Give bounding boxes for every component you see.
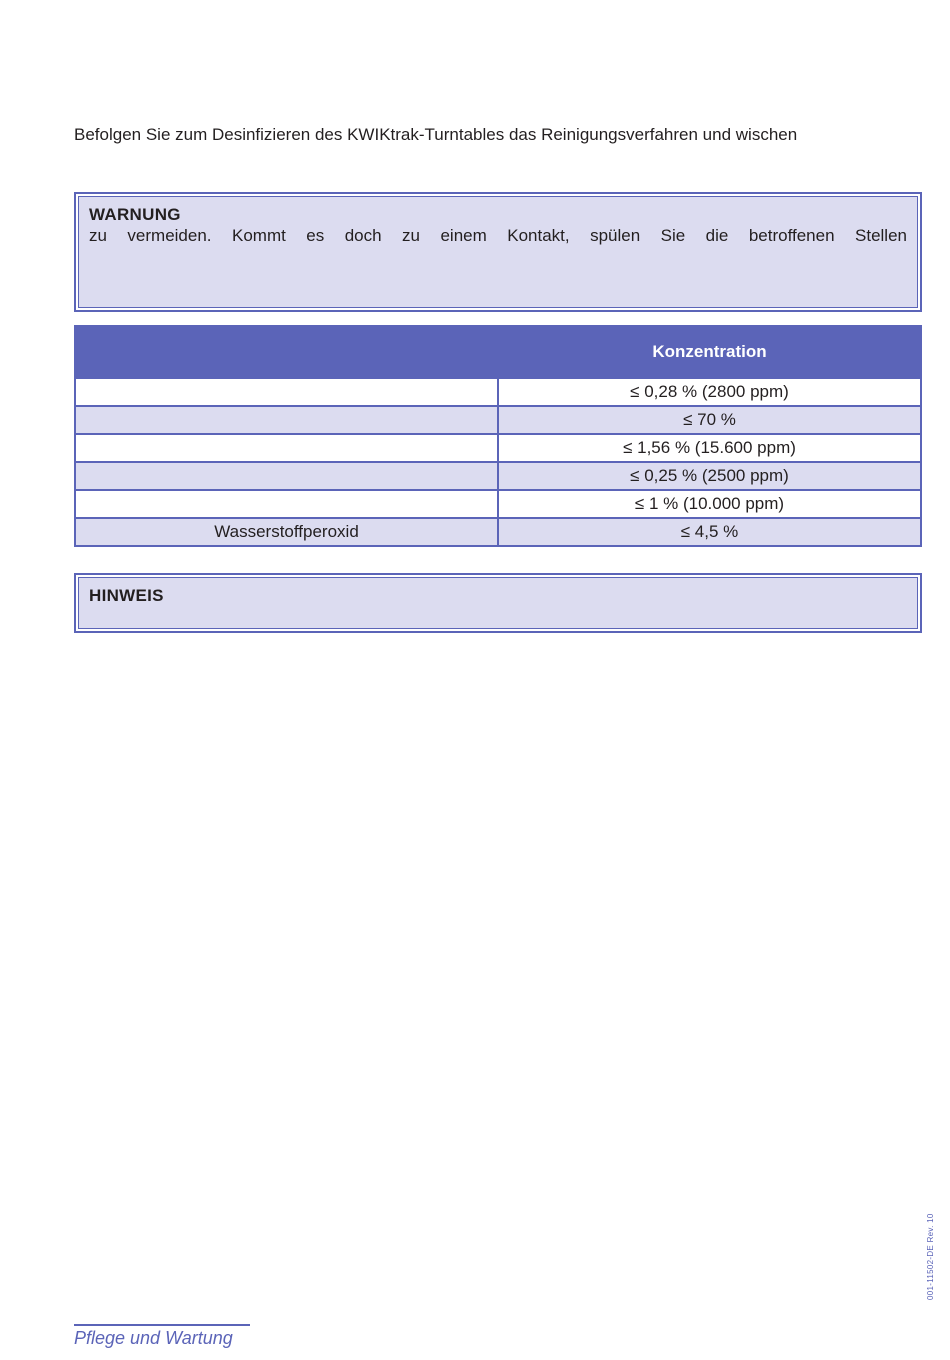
substance-cell bbox=[75, 378, 498, 406]
table-row bbox=[75, 518, 921, 546]
table-row bbox=[75, 378, 921, 406]
note-title: HINWEIS bbox=[89, 586, 164, 605]
table-header-row bbox=[75, 326, 921, 378]
concentration-cell: ≤ 1 % (10.000 ppm) bbox=[498, 490, 921, 518]
table-row bbox=[75, 434, 921, 462]
substance-cell bbox=[75, 462, 498, 490]
footer-section-title: Pflege und Wartung bbox=[74, 1328, 233, 1348]
table-row bbox=[75, 406, 921, 434]
footer-rule bbox=[74, 1324, 250, 1326]
table-header-substance bbox=[75, 326, 498, 378]
disinfectant-table-wrapper bbox=[74, 325, 922, 547]
table-row bbox=[75, 490, 921, 518]
concentration-cell: ≤ 1,56 % (15.600 ppm) bbox=[498, 434, 921, 462]
warning-box-inner bbox=[78, 196, 918, 308]
concentration-cell: ≤ 4,5 % bbox=[498, 518, 921, 546]
warning-text: zu vermeiden. Kommt es doch zu einem Kontakt, spülen Sie die betroffenen Stellen bbox=[89, 226, 907, 245]
concentration-cell: ≤ 0,25 % (2500 ppm) bbox=[498, 462, 921, 490]
substance-cell bbox=[75, 406, 498, 434]
note-box bbox=[74, 573, 922, 633]
table-row bbox=[75, 462, 921, 490]
warning-title: WARNUNG bbox=[89, 205, 181, 224]
disinfectant-table bbox=[74, 325, 922, 547]
substance-cell bbox=[75, 434, 498, 462]
substance-cell bbox=[75, 490, 498, 518]
concentration-cell: ≤ 70 % bbox=[498, 406, 921, 434]
concentration-cell: ≤ 0,28 % (2800 ppm) bbox=[498, 378, 921, 406]
table-header-concentration: Konzentration bbox=[498, 326, 921, 378]
warning-box bbox=[74, 192, 922, 312]
document-id: 001-11502-DE Rev. 10 bbox=[926, 1213, 935, 1300]
substance-cell: Wasserstoffperoxid bbox=[75, 518, 498, 546]
note-box-inner bbox=[78, 577, 918, 629]
intro-paragraph: Befolgen Sie zum Desinfizieren des KWIKtrak-Turntables das Reinigungsverfahren und wischen bbox=[74, 125, 798, 144]
